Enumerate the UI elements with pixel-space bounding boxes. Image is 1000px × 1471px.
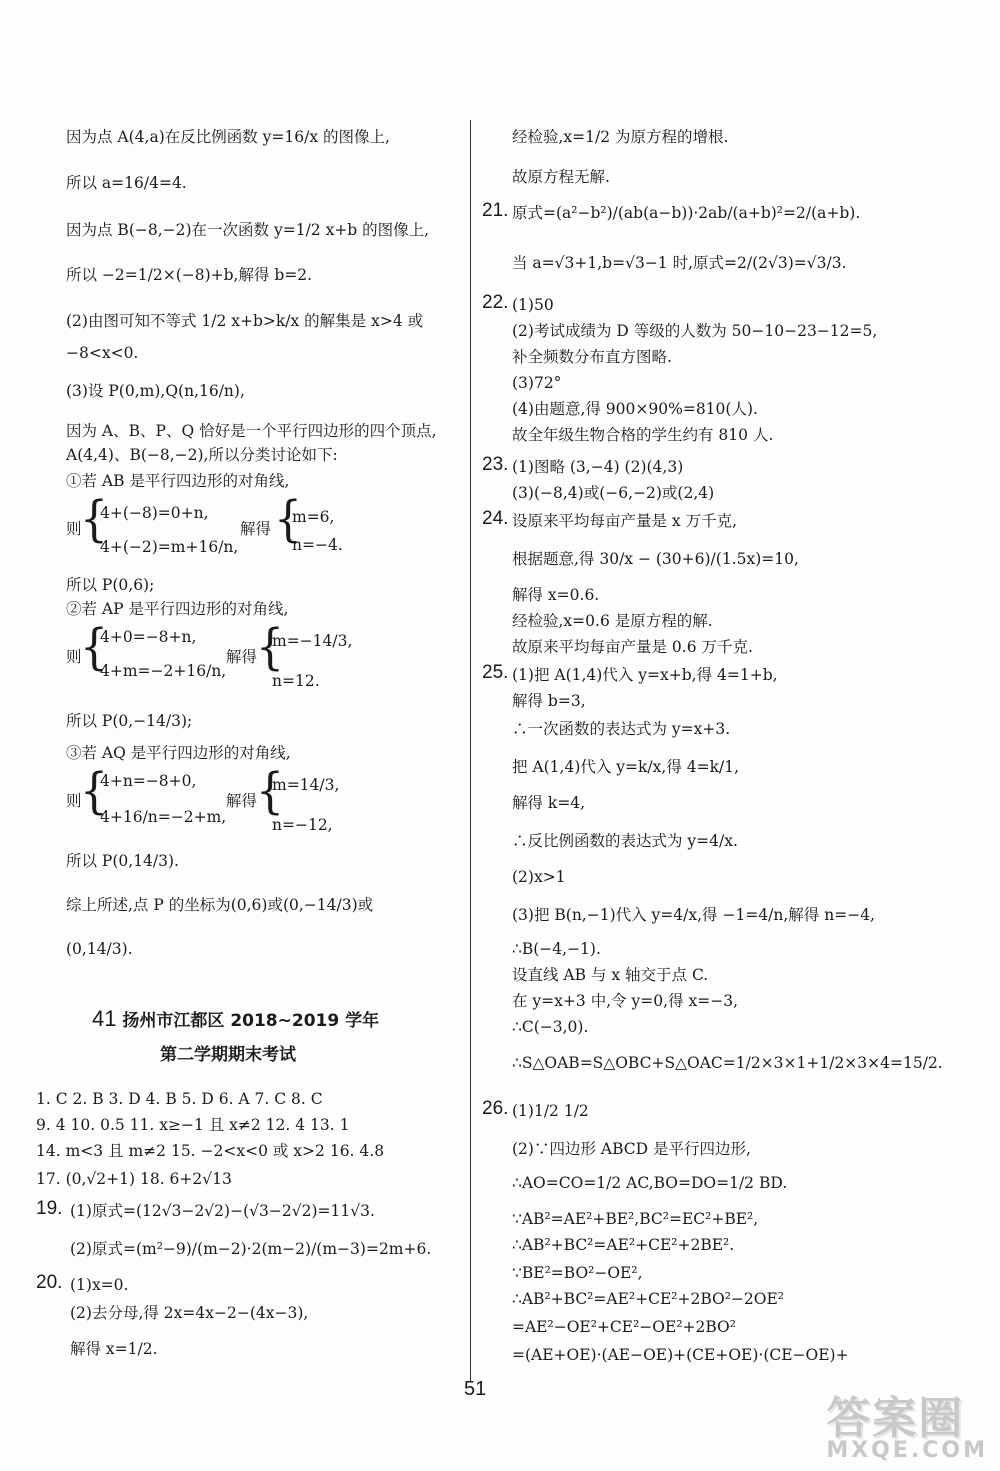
section-heading bbox=[92, 1006, 379, 1032]
text-line: (1)50 bbox=[512, 296, 554, 314]
text-line: 故原来平均每亩产量是 0.6 万千克. bbox=[512, 638, 753, 656]
text-line: 解得 x=0.6. bbox=[512, 586, 600, 604]
text-line: (2)去分母,得 2x=4x−2−(4x−3), bbox=[70, 1304, 309, 1322]
text-line: ∴AO=CO=1/2 AC,BO=DO=1/2 BD. bbox=[512, 1174, 788, 1192]
text-line: (4)由题意,得 900×90%=810(人). bbox=[512, 400, 758, 418]
text-line: 设原来平均每亩产量是 x 万千克, bbox=[512, 512, 738, 530]
text-line: 经检验,x=0.6 是原方程的解. bbox=[512, 612, 713, 630]
text-line: ∴S△OAB=S△OBC+S△OAC=1/2×3×1+1/2×3×4=15/2. bbox=[512, 1054, 943, 1072]
text-line: (0,14/3). bbox=[66, 940, 133, 958]
text-line: 所以 −2=1/2×(−8)+b,解得 b=2. bbox=[66, 266, 313, 284]
text-line: ∴B(−4,−1). bbox=[512, 940, 601, 958]
text-line: (3)设 P(0,m),Q(n,16/n), bbox=[66, 382, 245, 400]
left-brace: { bbox=[256, 763, 284, 820]
text-line: 综上所述,点 P 的坐标为(0,6)或(0,−14/3)或 bbox=[66, 896, 374, 914]
text-line: (2)由图可知不等式 1/2 x+b>k/x 的解集是 x>4 或 bbox=[66, 312, 424, 330]
text-line: 经检验,x=1/2 为原方程的增根. bbox=[512, 128, 729, 146]
left-brace: { bbox=[80, 619, 108, 676]
text-line: ∴反比例函数的表达式为 y=4/x. bbox=[512, 832, 738, 850]
text-line: =(AE+OE)·(AE−OE)+(CE+OE)·(CE−OE)+ bbox=[512, 1346, 849, 1364]
text-line: (2)考试成绩为 D 等级的人数为 50−10−23−12=5, bbox=[512, 322, 878, 340]
text-line: (1)1/2 1/2 bbox=[512, 1102, 589, 1120]
then-label: 则 bbox=[66, 648, 82, 666]
left-brace: { bbox=[80, 763, 108, 820]
equation-line: 4+(−2)=m+16/n, bbox=[100, 538, 239, 556]
text-line: ①若 AB 是平行四边形的对角线, bbox=[66, 472, 290, 490]
text-line: (1)原式=(12√3−2√2)−(√3−2√2)=11√3. bbox=[70, 1202, 375, 1220]
text-line: 当 a=√3+1,b=√3−1 时,原式=2/(2√3)=√3/3. bbox=[512, 254, 847, 272]
text-line: ∵AB²=AE²+BE²,BC²=EC²+BE², bbox=[512, 1210, 759, 1228]
text-line: 所以 a=16/4=4. bbox=[66, 174, 187, 192]
text-line: 因为点 A(4,a)在反比例函数 y=16/x 的图像上, bbox=[66, 128, 390, 146]
question-number: 19. bbox=[36, 1198, 63, 1219]
text-line: ∴AB²+BC²=AE²+CE²+2BE². bbox=[512, 1236, 735, 1254]
text-line: ∴AB²+BC²=AE²+CE²+2BO²−2OE² bbox=[512, 1290, 785, 1308]
left-brace: { bbox=[274, 491, 302, 548]
left-brace: { bbox=[256, 619, 284, 676]
answer-line: 17. (0,√2+1) 18. 6+2√13 bbox=[36, 1170, 232, 1188]
text-line: 补全频数分布直方图略. bbox=[512, 348, 672, 366]
watermark bbox=[826, 1382, 988, 1463]
text-line: ∵BE²=BO²−OE², bbox=[512, 1264, 643, 1282]
solve-label: 解得 bbox=[226, 792, 258, 810]
text-line: (2)原式=(m²−9)/(m−2)·2(m−2)/(m−3)=2m+6. bbox=[70, 1240, 432, 1258]
question-number: 26. bbox=[482, 1098, 509, 1119]
text-line: 故全年级生物合格的学生约有 810 人. bbox=[512, 426, 774, 444]
text-line: 设直线 AB 与 x 轴交于点 C. bbox=[512, 966, 709, 984]
text-line: 解得 x=1/2. bbox=[70, 1340, 158, 1358]
text-line: 所以 P(0,−14/3); bbox=[66, 712, 193, 730]
text-line: 所以 P(0,6); bbox=[66, 576, 155, 594]
watermark-domain: MXQE.COM bbox=[826, 1438, 988, 1463]
text-line: 因为 A、B、P、Q 恰好是一个平行四边形的四个顶点, bbox=[66, 422, 437, 440]
text-line: ∴C(−3,0). bbox=[512, 1018, 589, 1036]
solve-label: 解得 bbox=[240, 520, 272, 538]
equation-line: n=12. bbox=[272, 672, 320, 690]
question-number: 21. bbox=[482, 200, 509, 221]
text-line: (3)把 B(n,−1)代入 y=4/x,得 −1=4/n,解得 n=−4, bbox=[512, 906, 875, 924]
text-line: 原式=(a²−b²)/(ab(a−b))·2ab/(a+b)²=2/(a+b). bbox=[512, 204, 861, 222]
text-line: −8<x<0. bbox=[66, 344, 139, 362]
equation-line: 4+m=−2+16/n, bbox=[100, 662, 227, 680]
question-number: 23. bbox=[482, 454, 509, 475]
text-line: 因为点 B(−8,−2)在一次函数 y=1/2 x+b 的图像上, bbox=[66, 221, 430, 239]
answer-line: 1. C 2. B 3. D 4. B 5. D 6. A 7. C 8. C bbox=[36, 1090, 323, 1108]
text-line: 解得 k=4, bbox=[512, 794, 586, 812]
text-line: 在 y=x+3 中,令 y=0,得 x=−3, bbox=[512, 992, 739, 1010]
text-line: 解得 b=3, bbox=[512, 692, 586, 710]
equation-line: 4+(−8)=0+n, bbox=[100, 504, 209, 522]
question-number: 20. bbox=[36, 1272, 63, 1293]
watermark-logo-text: 答案圈 bbox=[826, 1393, 965, 1444]
equation-line: 4+16/n=−2+m, bbox=[100, 808, 227, 826]
text-line: =AE²−OE²+CE²−OE²+2BO² bbox=[512, 1318, 736, 1336]
text-line: (2)x>1 bbox=[512, 868, 566, 886]
column-divider bbox=[470, 120, 471, 1382]
equation-line: n=−4. bbox=[292, 536, 343, 554]
text-line: A(4,4)、B(−8,−2),所以分类讨论如下: bbox=[66, 446, 338, 464]
text-line: 故原方程无解. bbox=[512, 168, 610, 186]
question-number: 22. bbox=[482, 292, 509, 313]
text-line: ②若 AP 是平行四边形的对角线, bbox=[66, 600, 289, 618]
text-line: (1)x=0. bbox=[70, 1276, 129, 1294]
section-number: 41 bbox=[92, 1006, 117, 1031]
text-line: (3)(−8,4)或(−6,−2)或(2,4) bbox=[512, 484, 715, 502]
text-line: 所以 P(0,14/3). bbox=[66, 852, 179, 870]
equation-line: 4+n=−8+0, bbox=[100, 772, 197, 790]
section-title-1: 扬州市江都区 2018~2019 学年 bbox=[122, 1011, 380, 1031]
text-line: (1)把 A(1,4)代入 y=x+b,得 4=1+b, bbox=[512, 666, 778, 684]
text-line: (3)72° bbox=[512, 374, 562, 392]
equation-line: m=−14/3, bbox=[272, 632, 353, 650]
section-title-2: 第二学期期末考试 bbox=[160, 1045, 296, 1065]
left-brace: { bbox=[80, 491, 108, 548]
text-line: 根据题意,得 30/x − (30+6)/(1.5x)=10, bbox=[512, 550, 799, 568]
question-number: 24. bbox=[482, 508, 509, 529]
equation-line: m=6, bbox=[292, 508, 335, 526]
text-line: ③若 AQ 是平行四边形的对角线, bbox=[66, 744, 291, 762]
text-line: 把 A(1,4)代入 y=k/x,得 4=k/1, bbox=[512, 758, 739, 776]
page-number: 51 bbox=[464, 1378, 487, 1400]
then-label: 则 bbox=[66, 520, 82, 538]
text-line: (2)∵四边形 ABCD 是平行四边形, bbox=[512, 1140, 751, 1158]
question-number: 25. bbox=[482, 662, 509, 683]
answer-line: 9. 4 10. 0.5 11. x≥−1 且 x≠2 12. 4 13. 1 bbox=[36, 1116, 350, 1134]
solve-label: 解得 bbox=[226, 648, 258, 666]
answer-line: 14. m<3 且 m≠2 15. −2<x<0 或 x>2 16. 4.8 bbox=[36, 1142, 385, 1160]
then-label: 则 bbox=[66, 792, 82, 810]
text-line: ∴一次函数的表达式为 y=x+3. bbox=[512, 720, 731, 738]
equation-line: 4+0=−8+n, bbox=[100, 628, 197, 646]
equation-line: m=14/3, bbox=[272, 776, 340, 794]
equation-line: n=−12, bbox=[272, 816, 333, 834]
text-line: (1)图略 (3,−4) (2)(4,3) bbox=[512, 458, 684, 476]
